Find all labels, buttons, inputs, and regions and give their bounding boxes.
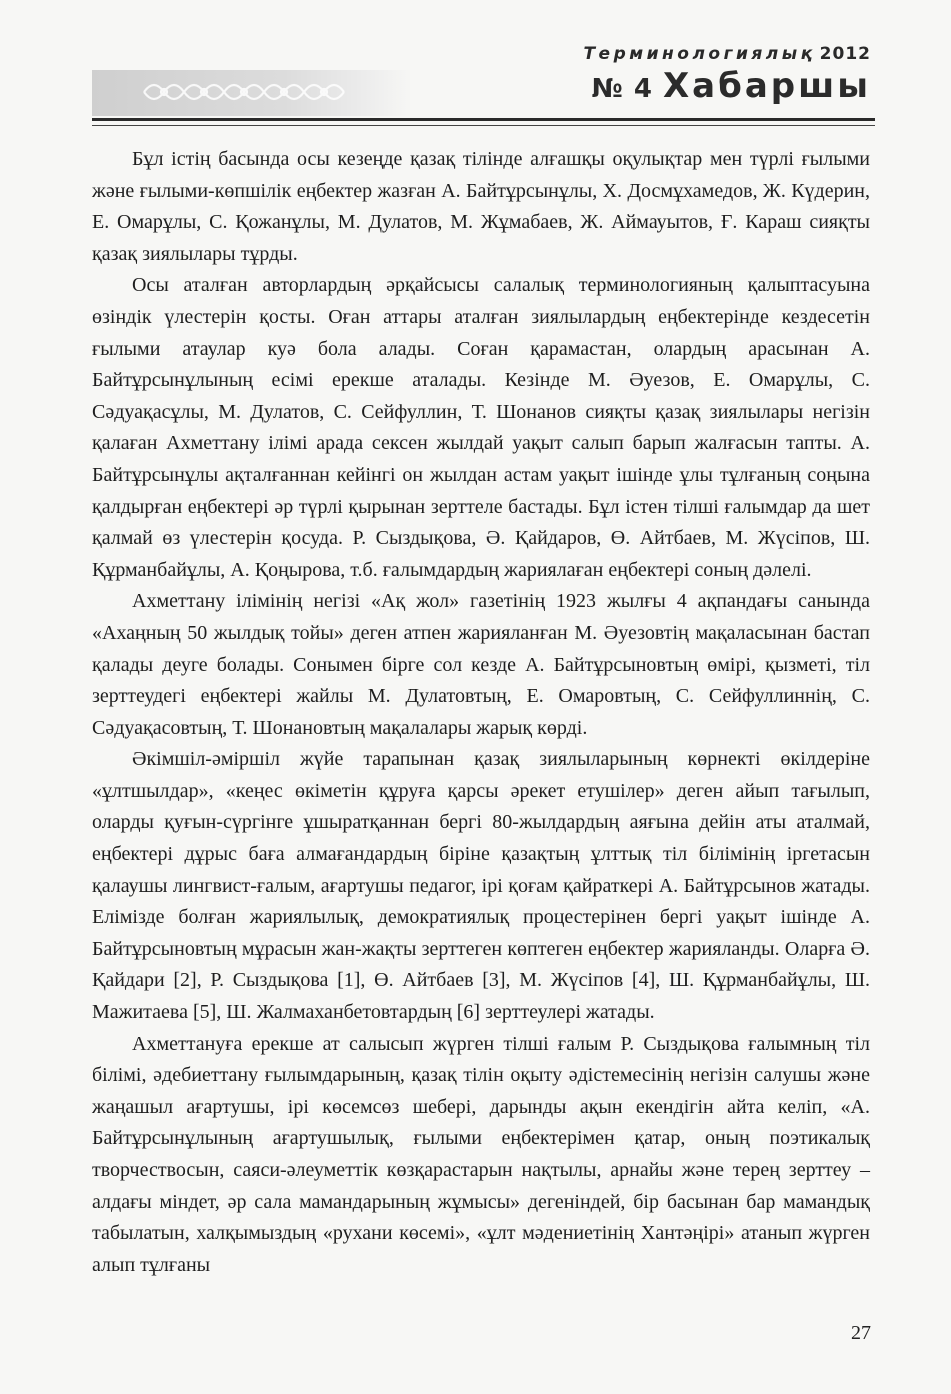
- paragraph-2: Осы аталған авторлардың әрқайсысы салалық терминологияның қалыптасуына өзіндік үлестерін қосты. Оған аттары аталған зиялылардың еңбектерінде кездесетін ғылыми атаулар куә бола алады. Соған қарамастан, олардың арасынан А. Байтұрсынұлының есімі ерекше аталады. Кезінде М. Әуезов, Е. Омарұлы, С. Сәдуақасұлы, М. Дулатов, С. Сейфуллин, Т. Шонанов сияқты қазақ зиялылары негізін қалаған Ахметтану ілімі арада сексен жылдай уақыт салып барып жалғасын тапты. А. Байтұрсынұлы ақталғаннан кейінгі он жылдан астам уақыт ішінде ұлы тұлғаның соңына қалдырған еңбектері әр түрлі қырынан зерттеле бастады. Бұл істен тілші ғалымдар да шет қалмай өз үлестерін қосуда. Р. Сыздықова, Ә. Қайдаров, Ө. Айтбаев, М. Жүсіпов, Ш. Құрманбайұлы, А. Қоңырова, т.б. ғалымдардың жариялаған еңбектері соның дәлелі.: [92, 274, 870, 581]
- header-rule-thin: [92, 125, 875, 126]
- paragraph-1: Бұл істің басында осы кезеңде қазақ тілінде алғашқы оқулықтар мен түрлі ғылыми және ғылыми-көпшілік еңбектер жазған А. Байтұрсынұлы, Х. Досмұхамедов, Ж. Күдерин, Е. Омарұлы, С. Қожанұлы, М. Дулатов, М. Жұмабаев, Ж. Аймауытов, Ғ. Караш сияқты қазақ зиялылары тұрды.: [92, 148, 870, 265]
- issue-title: [592, 66, 871, 106]
- header-rule-thick: [92, 118, 875, 121]
- journal-year: 2012: [819, 44, 871, 64]
- paragraph-3: Ахметтану ілімінің негізі «Ақ жол» газетінің 1923 жылғы 4 ақпандағы санында «Ахаңның 50 жылдық тойы» деген атпен жарияланған М. Әуезовтің мақаласынан бастап қалады деуге болады. Сонымен бірге сол кезде А. Байтұрсыновтың өмірі, қызметі, тіл зерттеудегі еңбектері жайлы М. Дулатовтың, Е. Омаровтың, С. Сейфуллиннің, С. Сәдуақасовтың, Т. Шонановтың мақалалары жарық көрді.: [92, 590, 870, 739]
- issue-word: Хабаршы: [662, 66, 871, 106]
- journal-title: Терминологиялық: [583, 44, 816, 64]
- article-body: [92, 144, 870, 1281]
- paragraph-5: Ахметтануға ерекше ат салысып жүрген тілші ғалым Р. Сыздықова ғалымның тіл білімі, әдебиеттану ғылымдарының, қазақ тілін оқыту әдістемесінің негізін салушы және жаңашыл ағартушы, ірі көсемсөз шебері, дарынды ақын екендігін айта келіп, «А. Байтұрсынұлының ағартушылық, ғылыми еңбектерімен қатар, оның поэтикалық творчествосын, саяси-әлеуметтік көзқарастарын нақтылы, арнайы және терең зерттеу – алдағы міндет, әр сала мамандарының жұмысы» дегеніндей, бір басынан бар мамандық табылатын, халқымыздың «рухани көсемі», «ұлт мәдениетінің Хантәңірі» атанып жүрген алып тұлғаны: [92, 1032, 870, 1276]
- page-number: 27: [851, 1322, 871, 1344]
- ornament-pattern-icon: [140, 74, 360, 110]
- page-header: [0, 0, 951, 140]
- issue-number: № 4: [591, 74, 653, 104]
- journal-name: [583, 44, 871, 64]
- paragraph-4: Әкімшіл-әміршіл жүйе тарапынан қазақ зиялыларының көрнекті өкілдеріне «ұлтшылдар», «кеңес өкіметін құруға қарсы әрекет етушілер» деген айып тағылып, оларды қуғын-сүргінге ұшыратқаннан бергі 80-жылдардың аяғына дейін аты аталмай, еңбектері дұрыс баға алмағандардың біріне қазақтың ұлттық тіл білімінің іргетасын қалаушы лингвист-ғалым, ағартушы педагог, ірі қоғам қайраткері А. Байтұрсынов жатады. Елімізде болған жариялылық, демократиялық процестерінен бергі уақыт ішінде А. Байтұрсыновтың мұрасын жан-жақты зерттеген көптеген еңбектер жарияланды. Оларға Ә. Қайдари [2], Р. Сыздықова [1], Ө. Айтбаев [3], М. Жүсіпов [4], Ш. Құрманбайұлы, Ш. Мажитаева [5], Ш. Жалмаханбетовтардың [6] зерттеулері жатады.: [92, 748, 870, 1024]
